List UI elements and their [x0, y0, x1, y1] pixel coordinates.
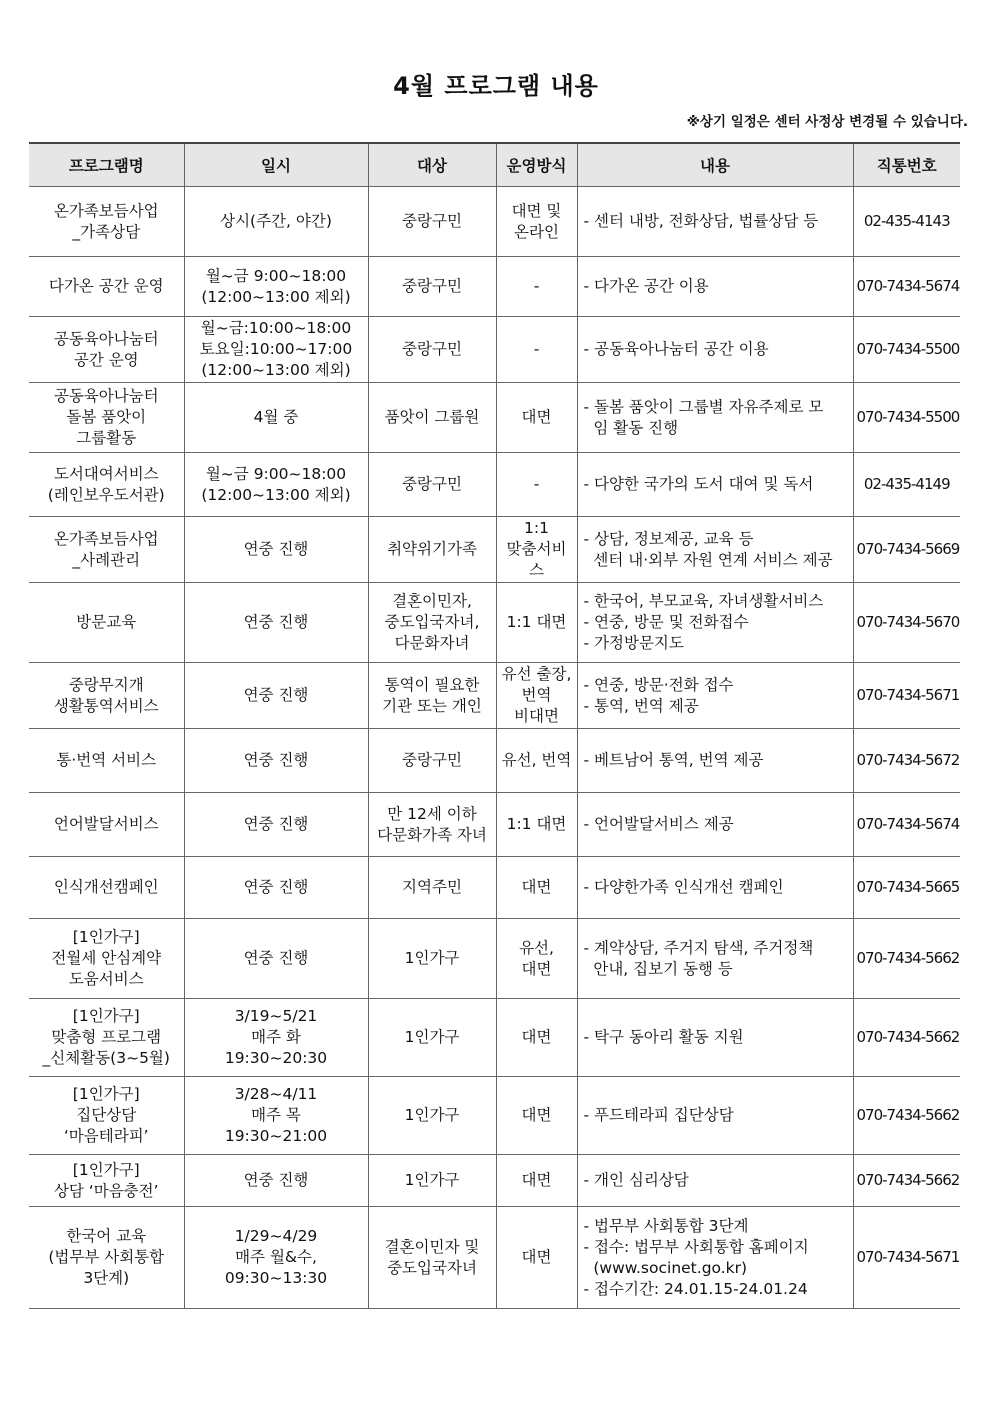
date-cell: 월~금:10:00~18:00 토요일:10:00~17:00 (12:00~13:00 제외) [184, 317, 368, 383]
target-cell: 중랑구민 [368, 187, 496, 257]
method-cell: - [496, 317, 577, 383]
content-line: - 탁구 동아리 활동 지원 [583, 1028, 744, 1046]
date-cell: 연중 진행 [184, 517, 368, 583]
target-cell: 취약위기가족 [368, 517, 496, 583]
method-cell: 유선, 대면 [496, 919, 577, 999]
header-date: 일시 [184, 143, 368, 187]
method-cell: - [496, 453, 577, 517]
program-name-cell: 다가온 공간 운영 [29, 257, 184, 317]
program-name-cell: [1인가구] 집단상담 ‘마음테라피’ [29, 1077, 184, 1155]
phone-cell: 070-7434-5671 [853, 663, 960, 729]
method-cell: 대면 [496, 1207, 577, 1309]
target-cell: 1인가구 [368, 1155, 496, 1207]
table-row [29, 317, 960, 383]
content-line: - 계약상담, 주거지 탐색, 주거정책 [583, 938, 814, 957]
phone-cell: 070-7434-5662 [853, 999, 960, 1077]
target-cell: 중랑구민 [368, 453, 496, 517]
content-cell [577, 857, 853, 919]
target-cell: 결혼이민자 및 중도입국자녀 [368, 1207, 496, 1309]
method-cell: 1:1 대면 [496, 793, 577, 857]
phone-cell: 070-7434-5665 [853, 857, 960, 919]
content-line: - 돌봄 품앗이 그룹별 자유주제로 모 [583, 397, 824, 416]
content-line: (www.socinet.go.kr) [583, 1258, 748, 1277]
date-cell: 1/29~4/29 매주 월&수, 09:30~13:30 [184, 1207, 368, 1309]
content-cell [577, 1207, 853, 1309]
method-cell: 대면 [496, 1077, 577, 1155]
program-name-cell: [1인가구] 상담 ‘마음충전’ [29, 1155, 184, 1207]
content-line: - 푸드테라피 집단상담 [583, 1106, 734, 1124]
content-line: - 연중, 방문·전화 접수 [583, 675, 734, 694]
date-cell: 월~금 9:00~18:00 (12:00~13:00 제외) [184, 453, 368, 517]
content-line: - 접수: 법무부 사회통합 홈페이지 [583, 1237, 809, 1256]
target-cell: 결혼이민자, 중도입국자녀, 다문화자녀 [368, 583, 496, 663]
content-cell [577, 919, 853, 999]
program-name-cell: 중랑무지개 생활통역서비스 [29, 663, 184, 729]
method-cell: 대면 [496, 383, 577, 453]
method-cell: - [496, 257, 577, 317]
phone-cell: 070-7434-5662 [853, 1155, 960, 1207]
target-cell: 만 12세 이하 다문화가족 자녀 [368, 793, 496, 857]
content-line: 안내, 집보기 동행 등 [583, 959, 733, 978]
method-cell: 대면 [496, 857, 577, 919]
program-name-cell: [1인가구] 맞춤형 프로그램 _신체활동(3~5월) [29, 999, 184, 1077]
program-name-cell: 언어발달서비스 [29, 793, 184, 857]
method-cell: 유선 출장, 번역 비대면 [496, 663, 577, 729]
date-cell: 연중 진행 [184, 919, 368, 999]
content-line: - 한국어, 부모교육, 자녀생활서비스 [583, 592, 824, 610]
table-row [29, 383, 960, 453]
content-cell [577, 1077, 853, 1155]
content-line: - 센터 내방, 전화상담, 법률상담 등 [583, 212, 819, 230]
phone-cell: 070-7434-5674 [853, 257, 960, 317]
target-cell: 1인가구 [368, 1077, 496, 1155]
page-title: 4월 프로그램 내용 [393, 72, 599, 100]
table-row [29, 663, 960, 729]
method-cell: 대면 및 온라인 [496, 187, 577, 257]
program-name-cell: 도서대여서비스 (레인보우도서관) [29, 453, 184, 517]
date-cell: 연중 진행 [184, 793, 368, 857]
date-cell: 연중 진행 [184, 583, 368, 663]
content-line: - 연중, 방문 및 전화접수 [583, 613, 749, 631]
phone-cell: 070-7434-5662 [853, 1077, 960, 1155]
content-line: - 베트남어 통역, 번역 제공 [583, 751, 764, 769]
target-cell: 통역이 필요한 기관 또는 개인 [368, 663, 496, 729]
table-row [29, 187, 960, 257]
header-content: 내용 [577, 143, 853, 187]
method-cell: 1:1 맞춤서비 스 [496, 517, 577, 583]
header-program-name: 프로그램명 [29, 143, 184, 187]
header-phone: 직통번호 [853, 143, 960, 187]
phone-cell: 070-7434-5670 [853, 583, 960, 663]
date-cell: 3/19~5/21 매주 화 19:30~20:30 [184, 999, 368, 1077]
content-cell [577, 317, 853, 383]
table-row [29, 793, 960, 857]
content-line: 센터 내·외부 자원 연계 서비스 제공 [583, 550, 833, 569]
content-cell [577, 383, 853, 453]
table-row [29, 583, 960, 663]
content-cell [577, 517, 853, 583]
target-cell: 품앗이 그룹원 [368, 383, 496, 453]
content-cell [577, 1155, 853, 1207]
content-line: - 공동육아나눔터 공간 이용 [583, 340, 769, 358]
content-cell [577, 257, 853, 317]
phone-cell: 02-435-4149 [853, 453, 960, 517]
table-row [29, 729, 960, 793]
method-cell: 1:1 대면 [496, 583, 577, 663]
program-table [29, 142, 960, 1309]
content-line: - 통역, 번역 제공 [583, 696, 699, 715]
method-cell: 대면 [496, 1155, 577, 1207]
date-cell: 연중 진행 [184, 663, 368, 729]
date-cell: 연중 진행 [184, 729, 368, 793]
program-name-cell: 인식개선캠페인 [29, 857, 184, 919]
date-cell: 월~금 9:00~18:00 (12:00~13:00 제외) [184, 257, 368, 317]
date-cell: 3/28~4/11 매주 목 19:30~21:00 [184, 1077, 368, 1155]
content-cell [577, 999, 853, 1077]
table-row [29, 919, 960, 999]
program-name-cell: 공동육아나눔터 돌봄 품앗이 그룹활동 [29, 383, 184, 453]
table-row [29, 517, 960, 583]
content-line: - 접수기간: 24.01.15-24.01.24 [583, 1279, 808, 1298]
phone-cell: 070-7434-5500 [853, 317, 960, 383]
date-cell: 4월 중 [184, 383, 368, 453]
table-row [29, 999, 960, 1077]
target-cell: 중랑구민 [368, 317, 496, 383]
phone-cell: 070-7434-5669 [853, 517, 960, 583]
content-cell [577, 187, 853, 257]
date-cell: 연중 진행 [184, 1155, 368, 1207]
program-name-cell: 방문교육 [29, 583, 184, 663]
method-cell: 대면 [496, 999, 577, 1077]
date-cell: 연중 진행 [184, 857, 368, 919]
content-line: 임 활동 진행 [583, 418, 679, 437]
date-cell: 상시(주간, 야간) [184, 187, 368, 257]
content-cell [577, 453, 853, 517]
content-line: - 언어발달서비스 제공 [583, 815, 734, 833]
content-line: - 개인 심리상담 [583, 1171, 689, 1189]
table-row [29, 1207, 960, 1309]
table-row [29, 1077, 960, 1155]
schedule-change-notice: ※상기 일정은 센터 사정상 변경될 수 있습니다. [686, 114, 968, 130]
header-method: 운영방식 [496, 143, 577, 187]
content-line: - 법무부 사회통합 3단계 [583, 1216, 749, 1235]
table-row [29, 1155, 960, 1207]
content-cell [577, 583, 853, 663]
content-cell [577, 663, 853, 729]
table-row [29, 257, 960, 317]
target-cell: 중랑구민 [368, 729, 496, 793]
phone-cell: 070-7434-5674 [853, 793, 960, 857]
program-name-cell: 통·번역 서비스 [29, 729, 184, 793]
content-cell [577, 729, 853, 793]
phone-cell: 070-7434-5662 [853, 919, 960, 999]
program-name-cell: [1인가구] 전월세 안심계약 도움서비스 [29, 919, 184, 999]
content-line: - 다양한 국가의 도서 대여 및 독서 [583, 475, 814, 493]
program-name-cell: 한국어 교육 (법무부 사회통합 3단계) [29, 1207, 184, 1309]
content-line: - 다가온 공간 이용 [583, 277, 709, 295]
target-cell: 중랑구민 [368, 257, 496, 317]
program-name-cell: 온가족보듬사업 _가족상담 [29, 187, 184, 257]
phone-cell: 070-7434-5500 [853, 383, 960, 453]
content-cell [577, 793, 853, 857]
target-cell: 1인가구 [368, 999, 496, 1077]
table-header-row [29, 143, 960, 187]
program-name-cell: 공동육아나눔터 공간 운영 [29, 317, 184, 383]
table-row [29, 453, 960, 517]
content-line: - 가정방문지도 [583, 634, 684, 652]
program-name-cell: 온가족보듬사업 _사례관리 [29, 517, 184, 583]
phone-cell: 070-7434-5672 [853, 729, 960, 793]
header-target: 대상 [368, 143, 496, 187]
table-row [29, 857, 960, 919]
content-line: - 상담, 정보제공, 교육 등 [583, 529, 754, 548]
target-cell: 지역주민 [368, 857, 496, 919]
phone-cell: 070-7434-5671 [853, 1207, 960, 1309]
method-cell: 유선, 번역 [496, 729, 577, 793]
phone-cell: 02-435-4143 [853, 187, 960, 257]
content-line: - 다양한가족 인식개선 캠페인 [583, 878, 784, 896]
target-cell: 1인가구 [368, 919, 496, 999]
